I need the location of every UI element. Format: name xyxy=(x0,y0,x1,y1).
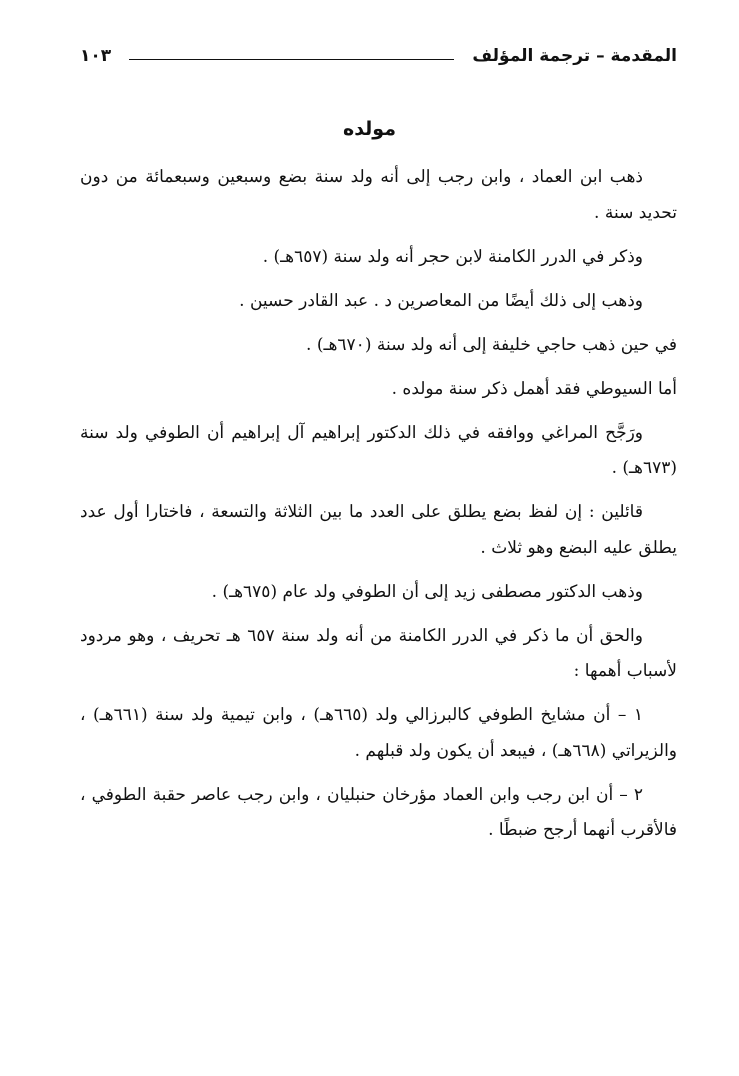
running-title: المقدمة – ترجمة المؤلف xyxy=(472,46,677,66)
section-heading: مولده xyxy=(342,118,396,140)
page-number: ١٠٣ xyxy=(80,46,112,66)
paragraph: وذكر في الدرر الكامنة لابن حجر أنه ولد سنة (٦٥٧هـ) . xyxy=(262,246,643,267)
running-header xyxy=(80,38,677,74)
paragraph: قائلين : إن لفظ بضع يطلق على العدد ما بين الثلاثة والتسعة ، فاختارا أول عدد يطلق عليه البضع وهو ثلاث . xyxy=(80,502,677,558)
paragraph: وذهب إلى ذلك أيضًا من المعاصرين د . عبد القادر حسين . xyxy=(239,290,643,311)
paragraph: أما السيوطي فقد أهمل ذكر سنة مولده . xyxy=(391,378,677,399)
header-rule xyxy=(129,59,454,60)
body-text xyxy=(80,160,677,857)
paragraph: ذهب ابن العماد ، وابن رجب إلى أنه ولد سنة بضع وسبعين وسبعمائة من دون تحديد سنة . xyxy=(80,167,677,223)
paragraph: ورَجَّح المراغي ووافقه في ذلك الدكتور إبراهيم آل إبراهيم أن الطوفي ولد سنة (٦٧٣هـ) . xyxy=(80,422,677,478)
paragraph: والحق أن ما ذكر في الدرر الكامنة من أنه ولد سنة ٦٥٧ هـ تحريف ، وهو مردود لأسباب أهمها : xyxy=(80,625,677,681)
paragraph: في حين ذهب حاجي خليفة إلى أنه ولد سنة (٦٧٠هـ) . xyxy=(306,334,677,355)
paragraph: وذهب الدكتور مصطفى زيد إلى أن الطوفي ولد عام (٦٧٥هـ) . xyxy=(211,581,643,602)
reason-item: ٢ – أن ابن رجب وابن العماد مؤرخان حنبليان ، وابن رجب عاصر حقبة الطوفي ، فالأقرب أنهما أرجح ضبطًا . xyxy=(80,784,677,840)
reason-item: ١ – أن مشايخ الطوفي كالبرزالي ولد (٦٦٥هـ) ، وابن تيمية ولد سنة (٦٦١هـ) ، والزيراتي (٦٦٨هـ) ، فيبعد أن يكون ولد قبلهم . xyxy=(80,705,677,761)
